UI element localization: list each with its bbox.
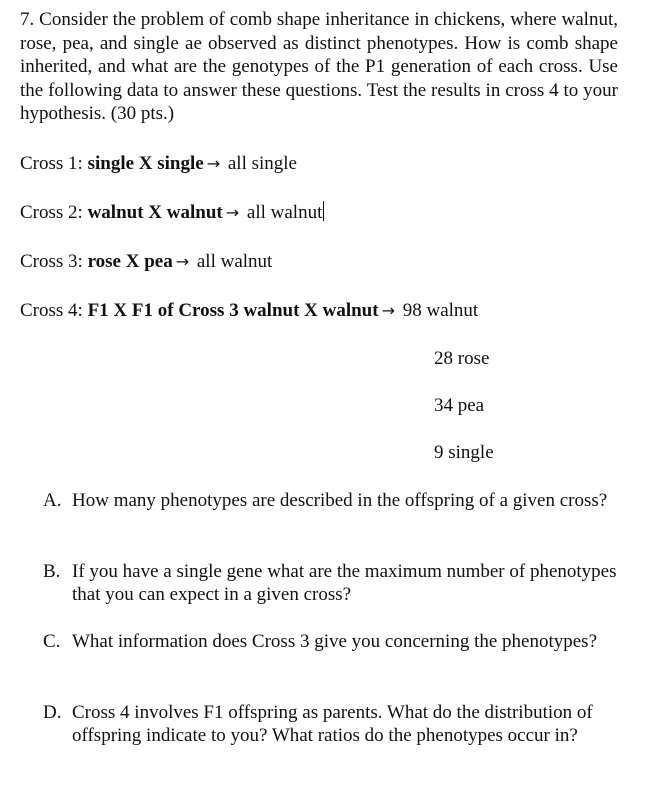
cross-1-parents: single X single [87,153,204,174]
cross-2 [20,201,324,224]
arrow-icon: → [175,252,190,271]
cross-2-parents: walnut X walnut [87,202,223,223]
arrow-icon: → [225,203,240,222]
text-cursor [323,201,324,221]
arrow-icon: → [206,154,221,173]
subquestion-b [43,560,623,606]
subquestion-d [43,701,623,747]
cross-2-prefix: Cross 2: [20,202,88,223]
cross-4-result: 98 walnut [398,300,479,321]
cross-3 [20,250,272,273]
subquestion-a [43,489,623,512]
subquestion-b-text: If you have a single gene what are the maximum number of phenotypes that you can expect in a given cross? [72,561,617,605]
cross-4-parents: F1 X F1 of Cross 3 walnut X walnut [87,300,379,321]
cross-1-prefix: Cross 1: [20,153,88,174]
cross-3-result: all walnut [192,251,273,272]
cross-2-result: all walnut [242,202,323,223]
arrow-icon: → [381,301,395,320]
cross-1-result: all single [223,153,297,174]
cross-4 [20,299,478,322]
subquestion-c [43,630,623,653]
subquestion-a-letter: A. [43,490,62,511]
cross-4-pea-count: 34 pea [434,395,485,416]
cross-4-single-count: 9 single [434,442,494,463]
subquestion-c-letter: C. [43,631,61,652]
subquestion-a-text: How many phenotypes are described in the offspring of a given cross? [72,490,608,511]
question-text: 7. Consider the problem of comb shape inheritance in chickens, where walnut, rose, pea, and single ae observed as distinct phenotypes. How is comb shape inherited, and what are the genotypes of the P1 generation of each cross. Use the following data to answer these questions. Test the results in cross 4 to your hypothesis. (30 pts.) [20,9,618,124]
subquestion-b-letter: B. [43,561,61,582]
cross-1 [20,152,297,175]
cross-4-rose-count: 28 rose [434,348,490,369]
cross-3-parents: rose X pea [87,251,173,272]
subquestion-c-text: What information does Cross 3 give you concerning the phenotypes? [72,631,598,652]
subquestion-d-text: Cross 4 involves F1 offspring as parents. What do the distribution of offspring indicate to you? What ratios do the phenotypes occur in? [72,702,593,746]
subquestion-d-letter: D. [43,702,62,723]
cross-4-prefix: Cross 4: [20,300,88,321]
cross-3-prefix: Cross 3: [20,251,88,272]
